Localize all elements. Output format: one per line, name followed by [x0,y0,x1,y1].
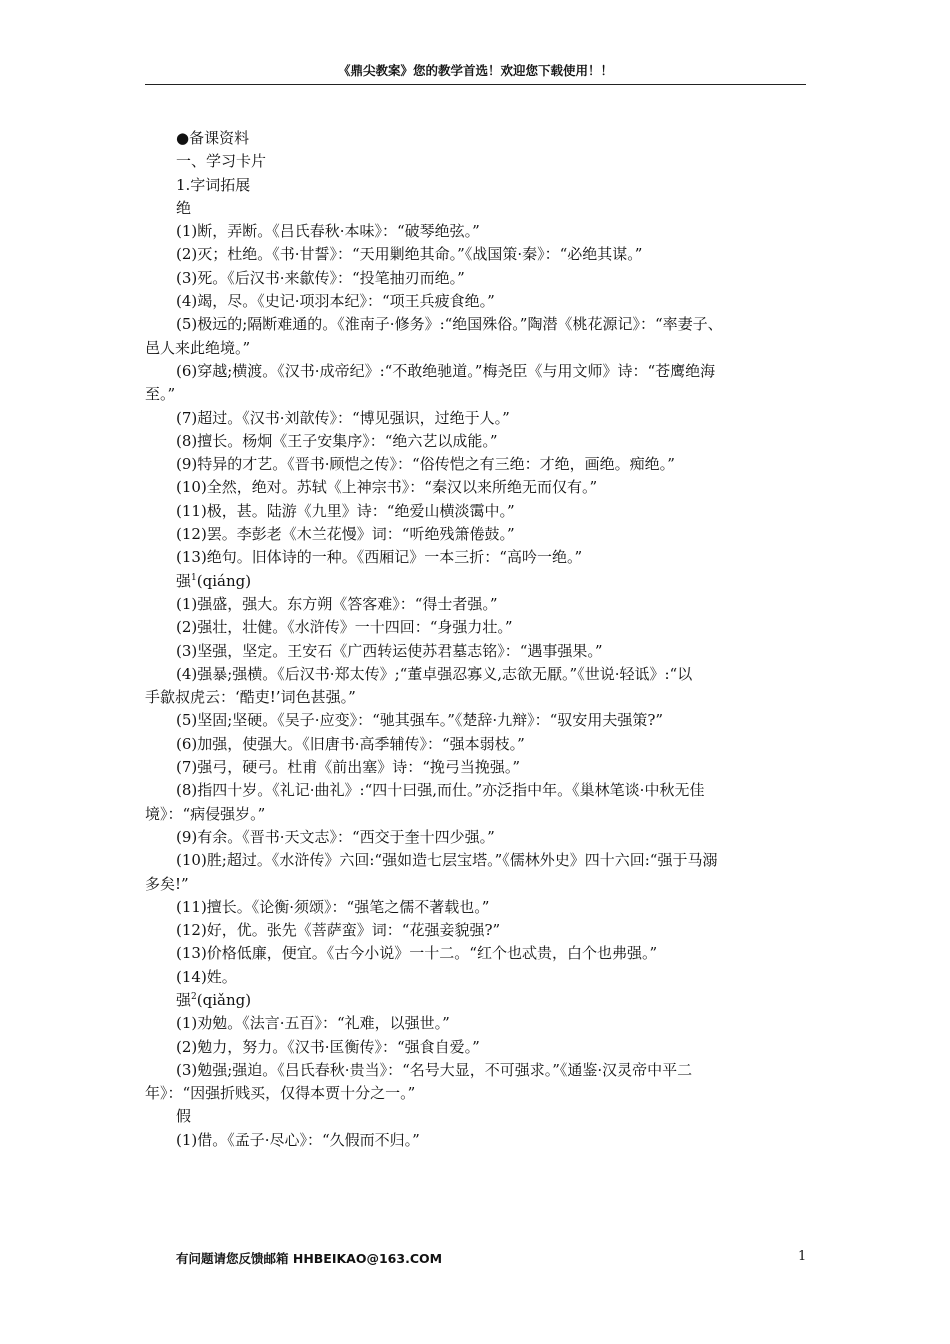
header-text: 《鼎尖教案》您的教学首选！欢迎您下载使用！！ [337,63,613,78]
section-title: ●备课资料 [176,129,250,147]
entry-pinyin: (qiáng) [196,571,252,590]
definition-line: (4)强暴;强横。《后汉书·郑太传》;“董卓强忍寡义,志欲无厭。”《世说·轻诋》:“以 [176,664,693,683]
entry-superscript: 2 [191,991,197,1002]
definition-line: (8)擅长。杨炯《王子安集序》：“绝六艺以成能。” [176,431,498,450]
document-body [145,127,810,1152]
page-number: 1 [798,1249,807,1264]
definition-line: (13)绝句。旧体诗的一种。《西厢记》一本三折：“高吟一绝。” [176,548,583,567]
definition-line: (7)超过。《汉书·刘歆传》：“博见强识，过绝于人。” [176,408,510,427]
definition-continuation: 境》：“病侵强岁。” [145,804,266,823]
definition-line: (2)灭；杜绝。《书·甘誓》：“天用剿绝其命。”《战国策·秦》：“必绝其谋。” [176,245,643,264]
definition-line: (8)指四十岁。《礼记·曲礼》:“四十曰强,而仕。”亦泛指中年。《巢林笔谈·中秋无佳 [176,781,705,800]
definition-line: (2)勉力，努力。《汉书·匡衡传》：“强食自爱。” [176,1037,480,1056]
definition-line: (3)死。《后汉书·来歙传》：“投笔抽刃而绝。” [176,268,465,287]
definition-line: (4)竭，尽。《史记·项羽本纪》：“项王兵疲食绝。” [176,292,495,311]
definition-line: (9)有余。《晋书·天文志》：“西交于奎十四少强。” [176,827,495,846]
entry-char-qiang1 [145,570,810,593]
entry-char: 强 [176,571,192,590]
definition-line: (7)强弓，硬弓。杜甫《前出塞》诗：“挽弓当挽强。” [176,758,521,777]
definition-line: (1)断，弄断。《吕氏春秋·本味》：“破琴绝弦。” [176,222,480,241]
definition-line: (3)坚强，坚定。王安石《广西转运使苏君墓志铭》：“遇事强果。” [176,641,603,660]
definition-line: (5)极远的;隔断难通的。《淮南子·修务》:“绝国殊俗。”陶潜《桃花源记》：“率妻子、 [176,315,723,334]
entry-char-jia: 假 [176,1107,192,1126]
definition-continuation: 至。” [145,385,176,404]
definition-continuation: 多矣!” [145,874,189,893]
definition-line: (2)强壮，壮健。《水浒传》一十四回：“身强力壮。” [176,618,513,637]
definition-line: (13)价格低廉，便宜。《古今小说》一十二。“红个也忒贵，白个也弗强。” [176,944,658,963]
footer-feedback: 有问题请您反馈邮箱 HHBEIKAO@163.COM [176,1251,443,1266]
definition-continuation: 邑人来此绝境。” [145,338,251,357]
definition-line: (1)强盛，强大。东方朔《答客难》：“得士者强。” [176,594,498,613]
definition-line: (12)罢。李彭老《木兰花慢》词：“听绝残箫倦鼓。” [176,525,515,544]
definition-line: (1)借。《孟子·尽心》：“久假而不归。” [176,1130,420,1149]
heading-study-card: 一、学习卡片 [176,152,267,171]
entry-char-jue: 绝 [176,198,192,217]
definition-line: (10)胜;超过。《水浒传》六回:“强如造七层宝塔。”《儒林外史》四十六回:“强于马溺 [176,851,718,870]
entry-superscript: 1 [191,572,197,583]
definition-line: (6)加强，使强大。《旧唐书·高季辅传》：“强本弱枝。” [176,734,525,753]
definition-line: (14)姓。 [176,967,237,986]
definition-line: (11)极，甚。陆游《九里》诗：“绝爱山横淡霭中。” [176,501,515,520]
definition-line: (6)穿越;横渡。《汉书·成帝纪》:“不敢绝驰道。”梅尧臣《与用文师》诗：“苍鹰绝海 [176,361,716,380]
definition-line: (12)好，优。张先《菩萨蛮》词：“花强妾貌强?” [176,921,501,940]
definition-line: (1)劝勉。《法言·五百》：“礼难，以强世。” [176,1014,450,1033]
definition-line: (9)特异的才艺。《晋书·顾恺之传》：“俗传恺之有三绝：才绝，画绝。痴绝。” [176,455,675,474]
definition-line: (5)坚固;坚硬。《吴子·应变》：“驰其强车。”《楚辞·九辩》：“驭安用夫强策?” [176,711,664,730]
entry-pinyin: (qiǎng) [196,990,252,1009]
definition-line: (3)勉强;强迫。《吕氏春秋·贵当》：“名号大显，不可强求。”《通鉴·汉灵帝中平二 [176,1060,693,1079]
page-header [145,62,806,85]
definition-continuation: 手歙叔虎云：‘酷吏!’词色甚强。” [145,688,356,707]
heading-word-expansion: 1.字词拓展 [176,175,251,194]
definition-line: (11)擅长。《论衡·须颂》：“强笔之儒不著载也。” [176,897,490,916]
definition-continuation: 年》：“因强折贱买，仅得本贾十分之一。” [145,1084,416,1103]
definition-line: (10)全然，绝对。苏轼《上神宗书》：“秦汉以来所绝无而仅有。” [176,478,598,497]
entry-char-qiang2 [145,989,810,1012]
entry-char: 强 [176,990,192,1009]
